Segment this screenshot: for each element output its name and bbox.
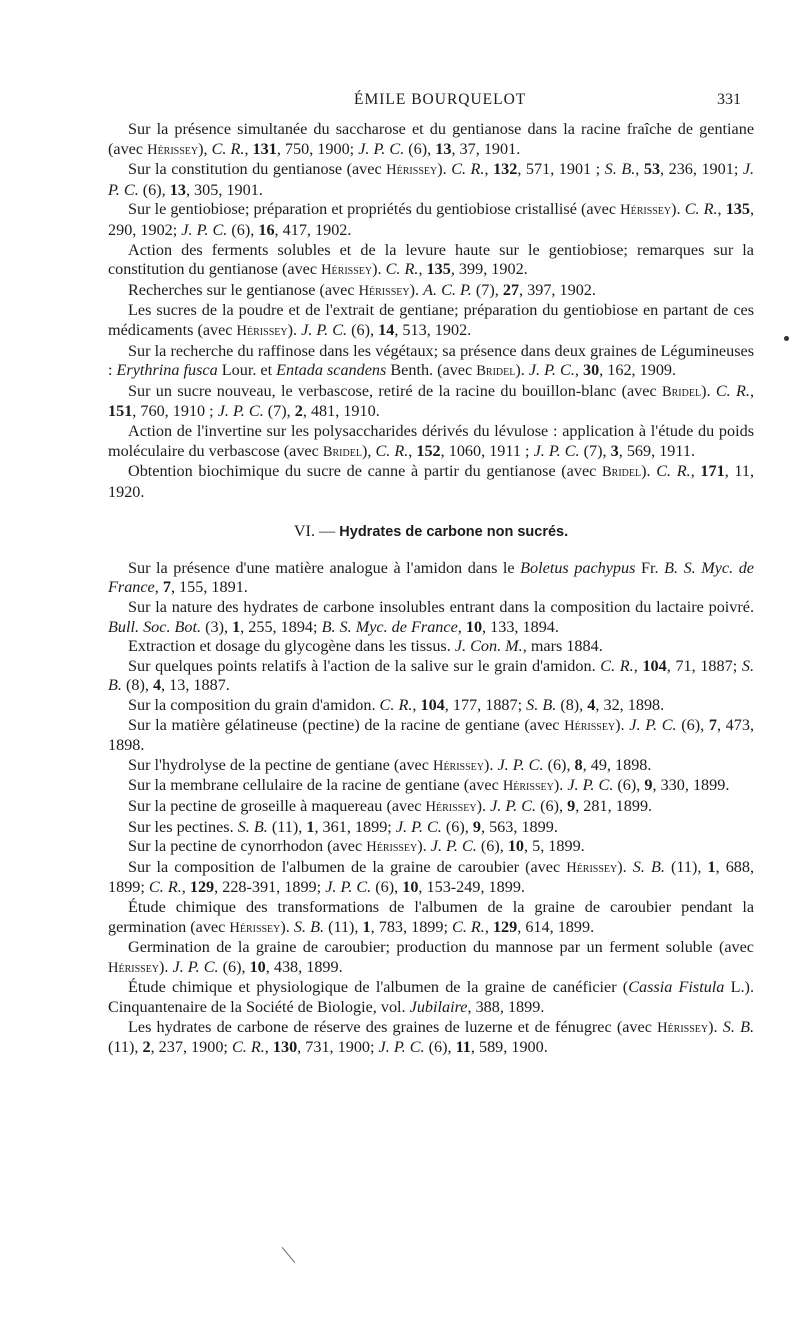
- entry-text: Sur un sucre nouveau, le verbascose, retiré de la racine du bouillon-blanc (avec: [128, 381, 662, 400]
- journal-abbrev: Erythrina fusca: [116, 361, 218, 380]
- volume-number: 1: [232, 617, 241, 636]
- journal-abbrev: J. P. C.: [325, 878, 372, 897]
- coauthor-name: Hérissey: [358, 282, 410, 299]
- entry-text: , 281, 1899.: [575, 797, 653, 815]
- bibliography-entry: [108, 120, 754, 160]
- running-head-title: ÉMILE BOURQUELOT: [354, 91, 527, 108]
- entry-list-top: [108, 120, 754, 502]
- journal-abbrev: C. R.: [684, 200, 718, 219]
- volume-number: 9: [472, 817, 481, 836]
- volume-number: 1: [306, 817, 315, 836]
- bibliography-entry: [108, 837, 754, 858]
- journal-abbrev: J. P. C.: [217, 402, 264, 421]
- entry-text: Sur la présence simultanée du saccharose et du gentianose dans la racine fraîche de gentiane (avec: [108, 120, 754, 158]
- coauthor-name: Hérissey: [657, 1019, 709, 1036]
- journal-abbrev: C. R.: [148, 878, 182, 897]
- entry-text: ,: [412, 696, 421, 715]
- journal-abbrev: J. P. C.: [172, 957, 219, 976]
- entry-text: Fr.: [635, 558, 665, 577]
- volume-number: 13: [435, 139, 452, 158]
- journal-abbrev: Boletus pachypus: [520, 558, 636, 577]
- volume-number: 1: [707, 857, 716, 876]
- coauthor-name: Hérissey: [432, 757, 485, 774]
- entry-text: Sur la nature des hydrates de carbone insolubles entrant dans la composition du lactaire poivré.: [128, 598, 754, 617]
- journal-abbrev: B. S. Myc. de France: [108, 558, 754, 597]
- entry-text: , 571, 1901 ;: [517, 160, 605, 179]
- entry-text: ,: [408, 441, 417, 460]
- entry-text: Germination de la graine de caroubier; production du mannose par un ferment soluble (avec: [128, 938, 754, 957]
- volume-number: 30: [582, 361, 600, 380]
- entry-text: (7),: [263, 402, 295, 421]
- journal-abbrev: C. R.: [385, 260, 419, 279]
- entry-text: Action des ferments solubles et de la levure haute sur le gentiobiose; remarques sur la constitution du gentianose (avec: [108, 240, 754, 279]
- coauthor-name: Bridel: [322, 443, 362, 460]
- entry-text: Extraction et dosage du glycogène dans les tissus.: [128, 637, 455, 656]
- entry-text: , 32, 1898.: [595, 696, 665, 715]
- coauthor-name: Hérissey: [564, 717, 616, 734]
- volume-number: 10: [402, 878, 419, 897]
- volume-number: 130: [272, 1038, 298, 1057]
- entry-text: L.). Cinquantenaire de la Société de Biologie, vol.: [108, 978, 754, 1016]
- entry-text: , 330, 1899.: [652, 776, 730, 795]
- entry-text: ,: [484, 917, 493, 936]
- journal-abbrev: S. B.: [722, 1017, 755, 1036]
- journal-abbrev: J. P. C.: [528, 361, 575, 380]
- entry-text: , mars 1884.: [522, 637, 603, 656]
- coauthor-name: Hérissey: [229, 919, 281, 936]
- journal-abbrev: S. B.: [526, 696, 557, 715]
- coauthor-name: Hérissey: [502, 778, 554, 795]
- journal-abbrev: C. R.: [231, 1038, 265, 1057]
- journal-abbrev: J. Con. M.: [454, 637, 523, 656]
- section-number: VI. —: [293, 522, 340, 541]
- volume-number: 2: [142, 1038, 151, 1057]
- entry-text: ,: [418, 260, 427, 279]
- bibliography-entry: [108, 858, 754, 898]
- entry-text: Sur la membrane cellulaire de la racine de gentiane (avec: [128, 776, 503, 795]
- bibliography-entry: [108, 716, 754, 756]
- entry-text: , 155, 1891.: [170, 578, 248, 597]
- entry-text: , 731, 1900;: [297, 1038, 379, 1057]
- entry-text: , 153-249, 1899.: [418, 878, 525, 897]
- entry-text: (6),: [476, 837, 508, 856]
- volume-number: 151: [108, 402, 133, 421]
- entry-text: ).: [409, 280, 424, 299]
- entry-text: , 589, 1900.: [470, 1038, 548, 1057]
- journal-abbrev: S. B.: [604, 160, 636, 179]
- volume-number: 9: [567, 797, 576, 815]
- entry-text: ,: [633, 656, 643, 675]
- coauthor-name: Hérissey: [566, 859, 618, 876]
- coauthor-name: Bridel: [661, 383, 702, 400]
- entry-text: (3),: [201, 617, 233, 636]
- entry-text: ).: [617, 857, 633, 876]
- entry-text: , 569, 1911.: [618, 441, 696, 460]
- journal-abbrev: Entada scandens: [276, 361, 387, 380]
- journal-abbrev: C. R.: [375, 441, 409, 460]
- entry-text: Sur la recherche du raffinose dans les végétaux; sa présence dans deux graines de Légumineuses :: [108, 341, 754, 380]
- entry-text: (6),: [424, 1038, 456, 1057]
- coauthor-name: Hérissey: [425, 799, 477, 815]
- entry-text: (6),: [218, 957, 250, 976]
- entry-text: , 438, 1899.: [265, 957, 343, 976]
- volume-number: 132: [493, 160, 518, 179]
- volume-number: 10: [465, 617, 483, 636]
- journal-abbrev: C. R.: [452, 917, 485, 936]
- entry-text: , 11, 1920.: [108, 462, 755, 501]
- journal-abbrev: C. R.: [600, 656, 634, 675]
- entry-text: , 255, 1894;: [240, 617, 322, 636]
- entry-text: ).: [641, 462, 657, 481]
- entry-text: Sur les pectines.: [128, 817, 238, 836]
- entry-text: , 513, 1902.: [394, 320, 472, 339]
- entry-text: , 783, 1899;: [370, 917, 453, 936]
- entry-text: ,: [244, 139, 253, 158]
- bibliography-entry: [108, 818, 754, 838]
- entry-text: ).: [515, 361, 529, 380]
- entry-text: , 71, 1887;: [666, 656, 742, 675]
- entry-text: Obtention biochimique du sucre de canne à partir du gentianose (avec: [128, 462, 602, 481]
- entry-text: Sur la composition du grain d'amidon.: [128, 696, 380, 715]
- bibliography-entry: [108, 160, 754, 200]
- journal-abbrev: J. P. C.: [629, 715, 677, 734]
- bibliography-entry: [108, 776, 754, 797]
- volume-number: 152: [416, 441, 441, 460]
- entry-text: (6),: [536, 797, 568, 815]
- entry-text: , 237, 1900;: [150, 1038, 232, 1057]
- entry-text: ,: [181, 878, 190, 897]
- volume-number: 10: [249, 957, 266, 976]
- entry-text: Sur la constitution du gentianose (avec: [128, 160, 387, 179]
- coauthor-name: Bridel: [602, 464, 642, 481]
- bibliography-entry: [108, 978, 754, 1017]
- entry-text: , 37, 1901.: [451, 139, 521, 158]
- volume-number: 104: [420, 696, 445, 715]
- entry-text: ,: [690, 462, 701, 481]
- bibliography-entry: [108, 657, 754, 696]
- bibliography-entry: [108, 462, 754, 502]
- entry-text: , 361, 1899;: [314, 817, 396, 836]
- bibliography-entry: [108, 281, 754, 302]
- entry-text: Sur la composition de l'albumen de la graine de caroubier (avec: [128, 857, 567, 876]
- volume-number: 9: [644, 776, 653, 795]
- journal-abbrev: C. R.: [211, 139, 245, 158]
- section-heading: [108, 522, 754, 543]
- entry-text: ).: [417, 837, 431, 856]
- entry-text: Les hydrates de carbone de réserve des graines de luzerne et de fénugrec (avec: [128, 1017, 658, 1036]
- coauthor-name: Bridel: [476, 363, 516, 380]
- entry-text: Action de l'invertine sur les polysaccharides dérivés du lévulose : application à l'étude du poids moléculaire du verbascose (avec: [108, 421, 754, 460]
- bibliography-entry: [108, 342, 754, 382]
- bibliography-entry: [108, 598, 754, 637]
- entry-text: (6),: [676, 715, 709, 734]
- bibliography-entry: [108, 241, 754, 281]
- entry-text: (7),: [579, 441, 611, 460]
- journal-abbrev: Cassia Fistula: [628, 978, 725, 997]
- entry-text: , 1060, 1911 ;: [440, 441, 534, 460]
- coauthor-name: Hérissey: [386, 162, 438, 179]
- entry-text: ),: [198, 139, 212, 158]
- entry-text: (6),: [371, 878, 403, 897]
- journal-abbrev: J. P. C.: [358, 139, 405, 158]
- entry-text: , 688, 1899;: [108, 857, 755, 897]
- entry-text: , 397, 1902.: [519, 280, 596, 299]
- volume-number: 1: [362, 917, 371, 936]
- entry-text: (11),: [108, 1038, 143, 1057]
- coauthor-name: Hérissey: [108, 959, 160, 976]
- entry-text: , 388, 1899.: [467, 997, 545, 1016]
- entry-text: ,: [717, 200, 726, 219]
- entry-text: ).: [553, 776, 568, 795]
- bibliography-entry: [108, 938, 754, 978]
- entry-text: Sur la présence d'une matière analogue à l'amidon dans le: [128, 558, 521, 577]
- journal-abbrev: S. B.: [293, 917, 325, 936]
- volume-number: 8: [574, 755, 583, 774]
- entry-text: , 614, 1899.: [517, 917, 595, 936]
- entry-text: (6),: [543, 755, 575, 774]
- journal-abbrev: A. C. P.: [423, 280, 472, 299]
- entry-text: ,: [749, 381, 754, 400]
- volume-number: 131: [252, 139, 277, 158]
- entry-text: ,: [264, 1038, 273, 1057]
- journal-abbrev: S. B.: [632, 857, 665, 876]
- entry-text: ,: [635, 160, 644, 179]
- bibliography-entry: [108, 1018, 754, 1058]
- volume-number: 171: [700, 462, 725, 481]
- volume-number: 13: [169, 180, 186, 199]
- entry-text: (6),: [347, 320, 379, 339]
- entry-text: (8),: [556, 696, 588, 715]
- coauthor-name: Hérissey: [366, 839, 418, 856]
- entry-text: Étude chimique des transformations de l'albumen de la graine de caroubier pendant la germination (avec: [108, 897, 754, 936]
- journal-abbrev: J. P. C.: [533, 441, 580, 460]
- journal-abbrev: J. P. C.: [497, 755, 544, 774]
- entry-text: (6),: [613, 776, 645, 795]
- entry-text: (6),: [404, 139, 436, 158]
- entry-text: Les sucres de la poudre et de l'extrait de gentiane; préparation du gentiobiose en partant de ces médicaments (avec: [108, 301, 754, 339]
- entry-text: (11),: [664, 857, 708, 876]
- bibliography-entry: [108, 898, 754, 938]
- volume-number: 10: [507, 837, 524, 856]
- journal-abbrev: J. P. C.: [395, 817, 442, 836]
- entry-text: ,: [457, 617, 466, 636]
- journal-abbrev: C. R.: [379, 696, 413, 715]
- entry-text: , 13, 1887.: [161, 676, 230, 695]
- entry-text: , 481, 1910.: [302, 402, 380, 421]
- volume-number: 7: [708, 715, 717, 734]
- volume-number: 104: [642, 656, 667, 675]
- entry-text: , 399, 1902.: [450, 260, 528, 279]
- volume-number: 53: [643, 160, 661, 179]
- entry-text: (6),: [227, 220, 259, 239]
- journal-abbrev: J. P. C.: [181, 220, 228, 239]
- entry-text: (11),: [267, 817, 307, 836]
- volume-number: 7: [162, 578, 171, 597]
- volume-number: 14: [378, 320, 395, 339]
- volume-number: 11: [455, 1038, 471, 1057]
- bibliography-entry: [108, 382, 754, 422]
- entry-text: ).: [476, 797, 491, 815]
- entry-text: , 162, 1909.: [599, 361, 677, 380]
- ink-speck: [784, 336, 789, 341]
- pencil-mark: [282, 1247, 296, 1263]
- entry-text: Sur la pectine de cynorrhodon (avec: [128, 837, 367, 856]
- entry-text: , 473, 1898.: [108, 715, 755, 755]
- entry-text: Benth. (avec: [386, 361, 477, 380]
- coauthor-name: Hérissey: [620, 202, 672, 219]
- entry-text: (6),: [441, 817, 473, 836]
- entry-text: , 228-391, 1899;: [214, 878, 326, 897]
- entry-text: , 5, 1899.: [524, 837, 585, 856]
- bibliography-entry: [108, 200, 754, 240]
- entry-text: , 760, 1910 ;: [132, 402, 218, 421]
- bibliography-entry: [108, 559, 754, 598]
- coauthor-name: Hérissey: [321, 262, 373, 279]
- bibliography-entry: [108, 637, 754, 657]
- page-number: 331: [717, 91, 741, 108]
- journal-abbrev: J. P. C.: [430, 837, 477, 856]
- bibliography-entry: [108, 797, 754, 818]
- entry-text: ).: [159, 957, 173, 976]
- journal-abbrev: J. P. C.: [490, 797, 537, 815]
- section-title: Hydrates de carbone non sucrés.: [339, 524, 569, 541]
- entry-text: ).: [287, 320, 302, 339]
- entry-text: ).: [671, 200, 685, 219]
- volume-number: 129: [189, 878, 215, 897]
- entry-text: Recherches sur le gentianose (avec: [128, 280, 359, 299]
- journal-abbrev: J. P. C.: [567, 776, 614, 795]
- entry-text: (11),: [324, 917, 363, 936]
- coauthor-name: Hérissey: [236, 322, 288, 339]
- entry-text: ).: [437, 160, 452, 179]
- entry-text: (6),: [138, 180, 170, 199]
- journal-abbrev: B. S. Myc. de France: [321, 617, 458, 636]
- volume-number: 2: [294, 402, 303, 421]
- entry-text: , 563, 1899.: [480, 817, 558, 836]
- entry-text: , 236, 1901;: [660, 160, 743, 179]
- entry-text: ),: [361, 441, 376, 460]
- journal-abbrev: Bull. Soc. Bot.: [108, 617, 202, 636]
- entry-text: ).: [701, 381, 716, 400]
- entry-text: (8),: [121, 676, 153, 695]
- entry-text: Lour. et: [217, 361, 277, 380]
- volume-number: 135: [426, 260, 451, 279]
- entry-text: , 417, 1902.: [274, 220, 352, 239]
- entry-text: , 750, 1900;: [276, 139, 359, 158]
- volume-number: 129: [492, 917, 518, 936]
- journal-abbrev: C. R.: [451, 160, 485, 179]
- volume-number: 4: [152, 676, 162, 695]
- bibliography-entry: [108, 301, 754, 341]
- entry-text: Sur quelques points relatifs à l'action de la salive sur le grain d'amidon.: [128, 656, 601, 675]
- entry-text: ,: [574, 361, 583, 380]
- entry-text: (7),: [471, 280, 503, 299]
- entry-text: ).: [484, 755, 498, 774]
- journal-abbrev: C. R.: [656, 462, 691, 481]
- entry-text: , 49, 1898.: [582, 755, 652, 774]
- entry-text: ).: [372, 260, 386, 279]
- journal-abbrev: J. P. C.: [108, 160, 755, 199]
- entry-text: Sur l'hydrolyse de la pectine de gentiane (avec: [128, 755, 433, 774]
- entry-text: ).: [708, 1017, 723, 1036]
- entry-text: ).: [615, 715, 630, 734]
- entry-text: ,: [154, 578, 163, 597]
- coauthor-name: Hérissey: [147, 141, 199, 158]
- entry-text: ,: [484, 160, 494, 179]
- bibliography-body: [108, 120, 754, 1058]
- bibliography-entry: [108, 756, 754, 777]
- bibliography-entry: [108, 422, 754, 462]
- volume-number: 27: [502, 280, 520, 299]
- volume-number: 3: [610, 441, 619, 460]
- journal-abbrev: C. R.: [715, 381, 750, 400]
- journal-abbrev: Jubilaire: [409, 997, 468, 1016]
- entry-text: , 177, 1887;: [444, 696, 527, 715]
- bibliography-entry: [108, 696, 754, 716]
- entry-text: , 133, 1894.: [482, 617, 559, 636]
- entry-text: , 290, 1902;: [108, 200, 755, 239]
- volume-number: 16: [258, 220, 275, 239]
- entry-text: Sur le gentiobiose; préparation et propriétés du gentiobiose cristallisé (avec: [128, 200, 621, 219]
- journal-abbrev: S. B.: [108, 656, 755, 695]
- entry-text: Sur la matière gélatineuse (pectine) de la racine de gentiane (avec: [128, 715, 565, 734]
- journal-abbrev: S. B.: [237, 817, 268, 836]
- journal-abbrev: J. P. C.: [301, 320, 348, 339]
- entry-text: , 305, 1901.: [185, 180, 263, 199]
- entry-text: Sur la pectine de groseille à maquereau (avec: [128, 797, 426, 815]
- entry-list-bottom: [108, 559, 754, 1058]
- volume-number: 4: [587, 696, 596, 715]
- journal-abbrev: J. P. C.: [378, 1038, 425, 1057]
- entry-text: ).: [280, 917, 294, 936]
- volume-number: 135: [725, 200, 750, 219]
- entry-text: Étude chimique et physiologique de l'albumen de la graine de canéficier (: [128, 978, 629, 997]
